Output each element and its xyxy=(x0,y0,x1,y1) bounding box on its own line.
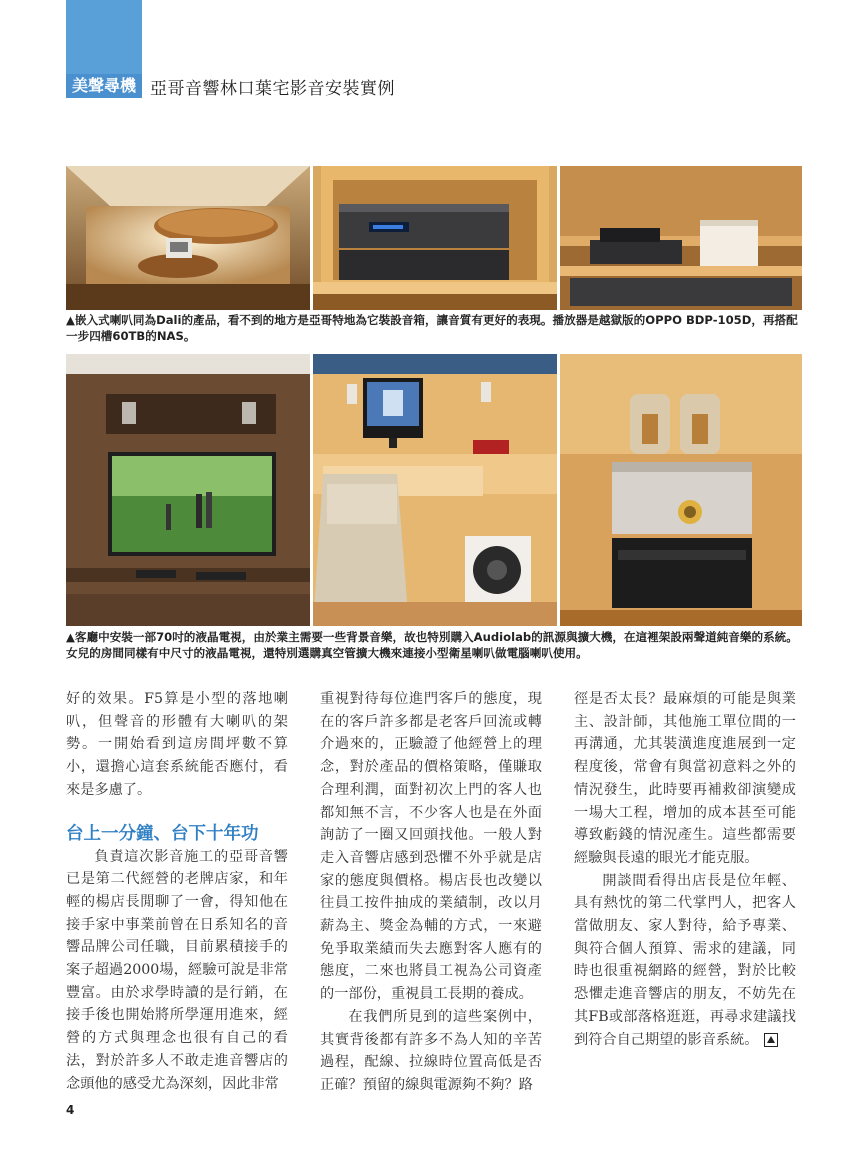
paragraph xyxy=(574,870,796,1052)
header-color-tab xyxy=(66,0,142,74)
photo-tube-amplifier xyxy=(560,354,802,626)
page-number: 4 xyxy=(66,1103,75,1117)
photo-living-room-tv xyxy=(66,354,310,626)
photo-row-top xyxy=(66,166,802,310)
paragraph: 好的效果。F5算是小型的落地喇叭，但聲音的形體有大喇叭的架勢。一開始看到這房間坪數不算小，還擔心這套系統能否應付，看來是多慮了。 xyxy=(66,691,288,798)
caption-bottom: ▲客廳中安裝一部70吋的液晶電視，由於業主需要一些背景音樂，故也特別購入Audiolab的訊源與擴大機，在這裡架設兩聲道純音樂的系統。女兒的房間同樣有中尺寸的液晶電視，還特別選購真空管擴大機來連接小型衛星喇叭做電腦喇叭使用。 xyxy=(66,630,798,660)
photo-nas-storage xyxy=(560,166,802,310)
section-label: 美聲尋機 xyxy=(66,74,142,98)
photo-study-room xyxy=(313,354,557,626)
paragraph: 徑是否太長？最麻煩的可能是與業主、設計師，其他施工單位間的一再溝通，尤其裝潢進度進展到一定程度後，常會有與當初意料之外的情況發生，此時要再補救卻演變成一場大工程，增加的成本甚至可能導致虧錢的情況產生。這些都需要經驗與長遠的眼光才能克服。 xyxy=(574,691,796,866)
paragraph: 在我們所見到的這些案例中，其實背後都有許多不為人知的辛苦過程，配線、拉線時位置高低是否正確？預留的線與電源夠不夠？路 xyxy=(320,1008,542,1093)
section-heading: 台上一分鐘、台下十年功 xyxy=(66,823,259,844)
photo-oppo-player xyxy=(313,166,557,310)
paragraph: 負責這次影音施工的亞哥音響已是第二代經營的老牌店家，和年輕的楊店長閒聊了一會，得知他在接手家中事業前曾在日系知名的音響品牌公司任職，目前累積接手的案子超過2000場，經驗可說是非常豐富。由於求學時讀的是行銷，在接手後也開始將所學運用進來，經營的方式與理念也很有自己的看法，對於許多人不敢走進音響店的念頭他的感受尤為深刻，因此非常 xyxy=(66,848,288,1092)
article-column-2 xyxy=(320,688,542,1097)
article-column-3 xyxy=(574,688,796,1051)
paragraph: 重視對待每位進門客戶的態度，現在的客戶許多都是老客戶回流或轉介過來的，正驗證了他經營上的理念，對於產品的價格策略，僅賺取合理利潤，面對初次上門的客人也都知無不言，不少客人也是在外面詢訪了一圈又回頭找他。一般人對走入音響店感到恐懼不外乎就是店家的態度與價格。楊店長也改變以往員工按件抽成的業績制，改以月薪為主、獎金為輔的方式，一來避免爭取業績而失去應對客人應有的態度，二來也將員工視為公司資產的一部份，重視員工長期的養成。 xyxy=(320,691,542,1003)
caption-top: ▲嵌入式喇叭同為Dali的產品，看不到的地方是亞哥特地為它裝設音箱，讓音質有更好的表現。播放器是越獄版的OPPO BDP-105D，再搭配一步四槽60TB的NAS。 xyxy=(66,313,798,343)
article-title: 亞哥音響林口葉宅影音安裝實例 xyxy=(150,78,396,99)
page-header xyxy=(66,74,395,98)
end-mark-icon xyxy=(764,1033,778,1047)
article-column-1 xyxy=(66,688,288,1095)
photo-ceiling-speaker xyxy=(66,166,310,310)
photo-row-bottom xyxy=(66,354,802,626)
paragraph-text: 開談間看得出店長是位年輕、具有熱忱的第二代掌門人，把客人當做朋友、家人對待，給予專業、與符合個人預算、需求的建議，同時也很重視網路的經營，對於比較恐懼走進音響店的朋友，不妨先在其FB或部落格逛逛，再尋求建議找到符合自己期望的影音系統。 xyxy=(574,872,796,1048)
